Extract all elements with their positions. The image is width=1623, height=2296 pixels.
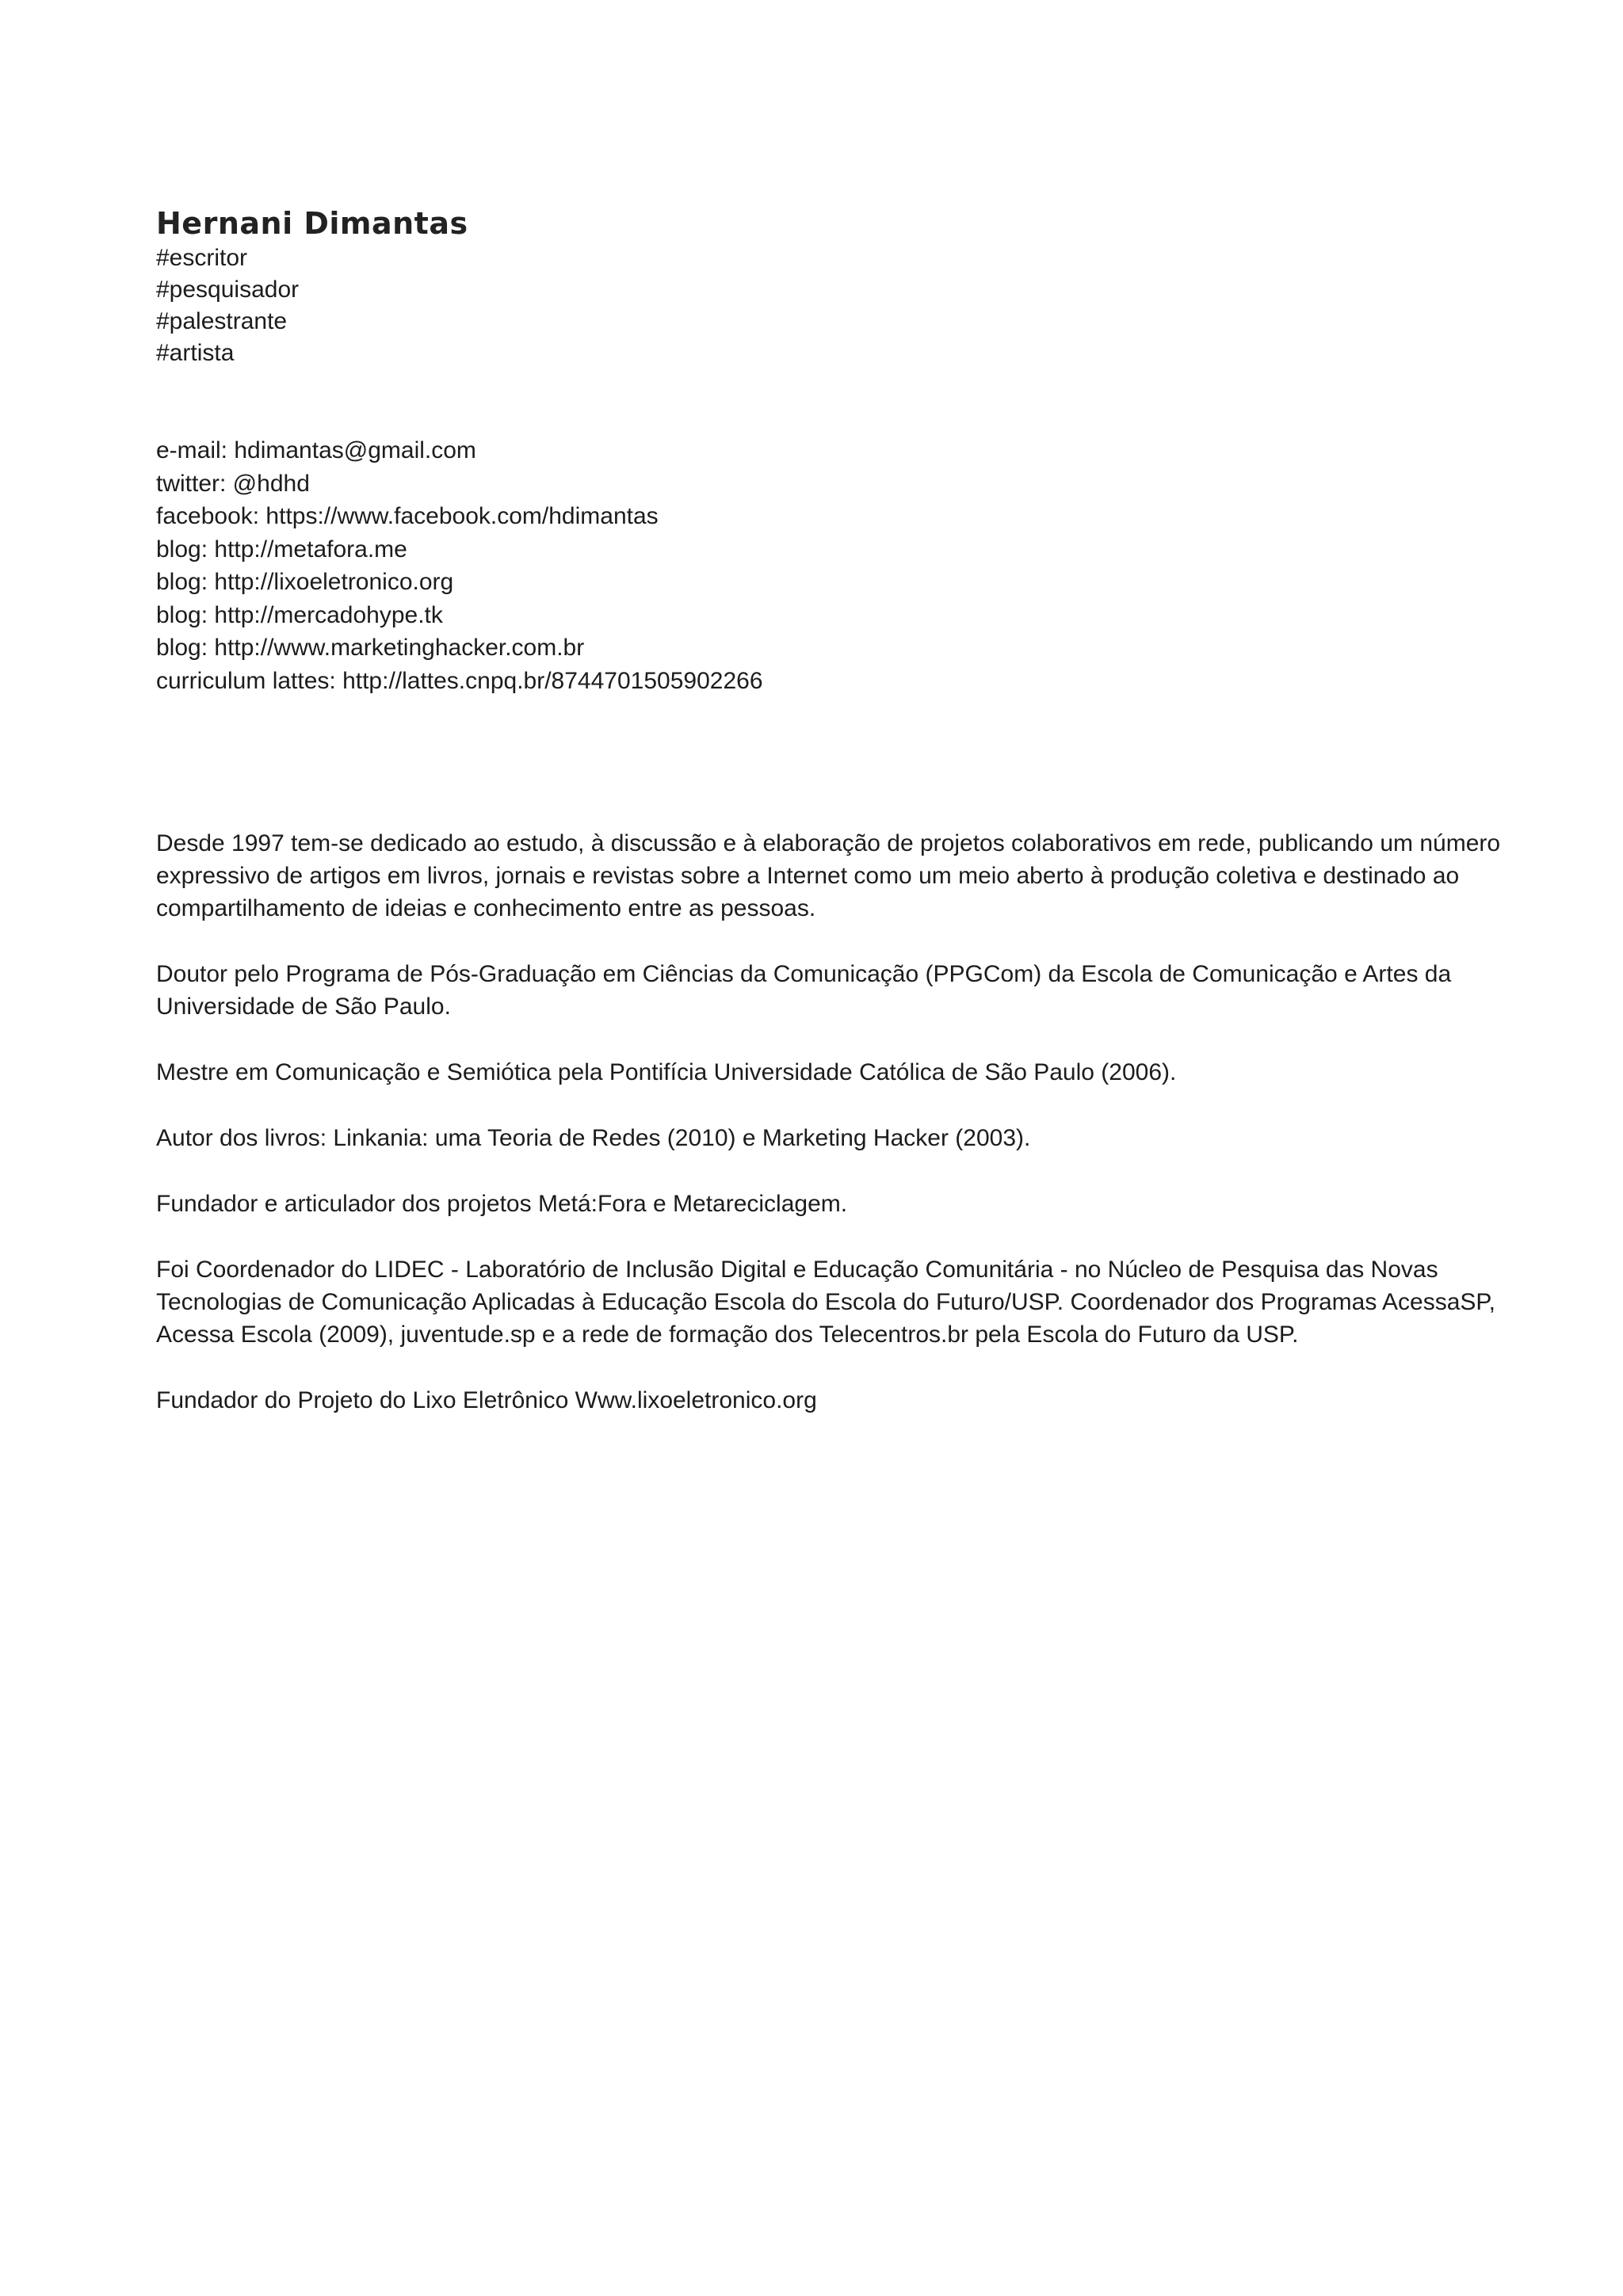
- bio-paragraph: Mestre em Comunicação e Semiótica pela Pontifícia Universidade Católica de São Paulo (2006).: [156, 1059, 1177, 1085]
- contact-blog-mercadohype: blog: http://mercadohype.tk: [156, 601, 443, 628]
- bio-paragraph: Doutor pelo Programa de Pós-Graduação em Ciências da Comunicação (PPGCom) da Escola de Comunicação e Artes da Universidade de São Paulo.: [156, 961, 1452, 1020]
- contact-email: e-mail: hdimantas@gmail.com: [156, 437, 476, 463]
- tag-item: #palestrante: [156, 308, 288, 334]
- bio-paragraph: Desde 1997 tem-se dedicado ao estudo, à discussão e à elaboração de projetos colaborativos em rede, publicando um número expressivo de artigos em livros, jornais e revistas sobre a Internet como um meio aberto à produção coletiva e destinado ao compartilhamento de ideias e conhecimento entre as pessoas.: [156, 830, 1501, 921]
- contact-facebook: facebook: https://www.facebook.com/hdimantas: [156, 503, 659, 529]
- bio-paragraph: Foi Coordenador do LIDEC - Laboratório de Inclusão Digital e Educação Comunitária - no Núcleo de Pesquisa das Novas Tecnologias de Comunicação Aplicadas à Educação Escola do Escola do Futuro/USP. Coordenador dos Programas AcessaSP, Acessa Escola (2009), juventude.sp e a rede de formação dos Telecentros.br pela Escola do Futuro da USP.: [156, 1257, 1495, 1348]
- bio-paragraph: Autor dos livros: Linkania: uma Teoria de Redes (2010) e Marketing Hacker (2003).: [156, 1125, 1031, 1151]
- bio-paragraph: Fundador e articulador dos projetos Metá:Fora e Metareciclagem.: [156, 1191, 848, 1217]
- tag-item: #escritor: [156, 245, 248, 271]
- biography: [156, 827, 1503, 1417]
- document-page: [156, 204, 1503, 1450]
- contact-lattes: curriculum lattes: http://lattes.cnpq.br/8744701505902266: [156, 667, 763, 694]
- tag-item: #pesquisador: [156, 277, 300, 303]
- contact-list: [156, 434, 1503, 697]
- bio-paragraph: Fundador do Projeto do Lixo Eletrônico Www.lixoeletronico.org: [156, 1387, 817, 1413]
- tag-list: [156, 242, 1503, 369]
- contact-blog-metafora: blog: http://metafora.me: [156, 536, 407, 563]
- author-name: Hernani Dimantas: [156, 206, 468, 241]
- contact-blog-marketinghacker: blog: http://www.marketinghacker.com.br: [156, 635, 585, 661]
- contact-twitter: twitter: @hdhd: [156, 470, 310, 497]
- tag-item: #artista: [156, 340, 235, 366]
- contact-blog-lixoeletronico: blog: http://lixoeletronico.org: [156, 569, 454, 595]
